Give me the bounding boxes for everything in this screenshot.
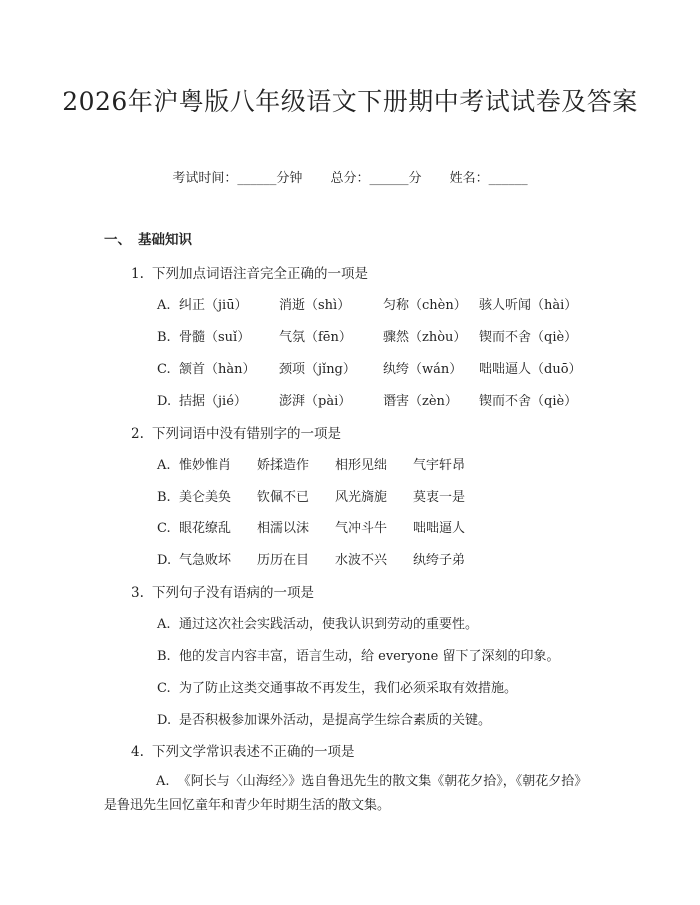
question-4: 4. 下列文学常识表述不正确的一项是: [131, 744, 355, 760]
question-4-option-a: A. 《阿长与〈山海经〉》选自鲁迅先生的散文集《朝花夕拾》，《朝花夕拾》是鲁迅先生回忆童年和青少年时期生活的散文集。: [104, 774, 588, 813]
total-score-blank: ______: [369, 171, 409, 186]
name-blank: ______: [488, 171, 528, 186]
question-3-option-d: D. 是否积极参加课外活动，是提高学生综合素质的关键。: [157, 713, 492, 728]
section-title: 基础知识: [138, 232, 192, 248]
question-3-option-c: C. 为了防止这类交通事故不再发生，我们必须采取有效措施。: [157, 681, 518, 696]
name-field: 姓名：______: [449, 171, 528, 186]
question-2: 2. 下列词语中没有错别字的一项是: [131, 426, 341, 442]
question-3-option-b: B. 他的发言内容丰富，语言生动，给 everyone 留下了深刻的印象。: [157, 649, 560, 664]
question-2-option-a: A. 惟妙惟肖 娇揉造作 相形见绌 气宇轩昂: [157, 458, 466, 473]
question-2-option-b: B. 美仑美奂 钦佩不已 风光旖旎 莫衷一是: [157, 490, 466, 505]
question-1: 1. 下列加点词语注音完全正确的一项是: [131, 266, 368, 282]
question-1-option-c: C. 颔首（hàn） 颈项（jǐng） 纨绔（wán） 咄咄逼人（duō）: [157, 362, 582, 377]
page-title: 2026年沪粤版八年级语文下册期中考试试卷及答案: [62, 87, 638, 116]
exam-time-blank: ______: [237, 171, 277, 186]
section-number: 一、: [104, 232, 131, 248]
question-3: 3. 下列句子没有语病的一项是: [131, 585, 314, 601]
question-1-option-d: D. 拮据（jié） 澎湃（pài） 谮害（zèn） 锲而不舍（qiè）: [157, 394, 578, 409]
section-heading: [104, 228, 192, 248]
total-score-field: 总分：______分: [330, 171, 422, 186]
exam-time-field: 考试时间：______分钟: [172, 171, 303, 186]
question-1-option-b: B. 骨髓（suǐ） 气氛（fēn） 骤然（zhòu） 锲而不舍（qiè）: [157, 330, 578, 345]
question-3-option-a: A. 通过这次社会实践活动，使我认识到劳动的重要性。: [157, 617, 479, 632]
question-2-option-d: D. 气急败坏 历历在目 水波不兴 纨绔子弟: [157, 553, 466, 568]
exam-meta: [0, 167, 700, 186]
question-2-option-c: C. 眼花缭乱 相濡以沫 气冲斗牛 咄咄逼人: [157, 521, 466, 536]
question-1-option-a: A. 纠正（jiū） 消逝（shì） 匀称（chèn） 骇人听闻（hài）: [157, 298, 578, 313]
